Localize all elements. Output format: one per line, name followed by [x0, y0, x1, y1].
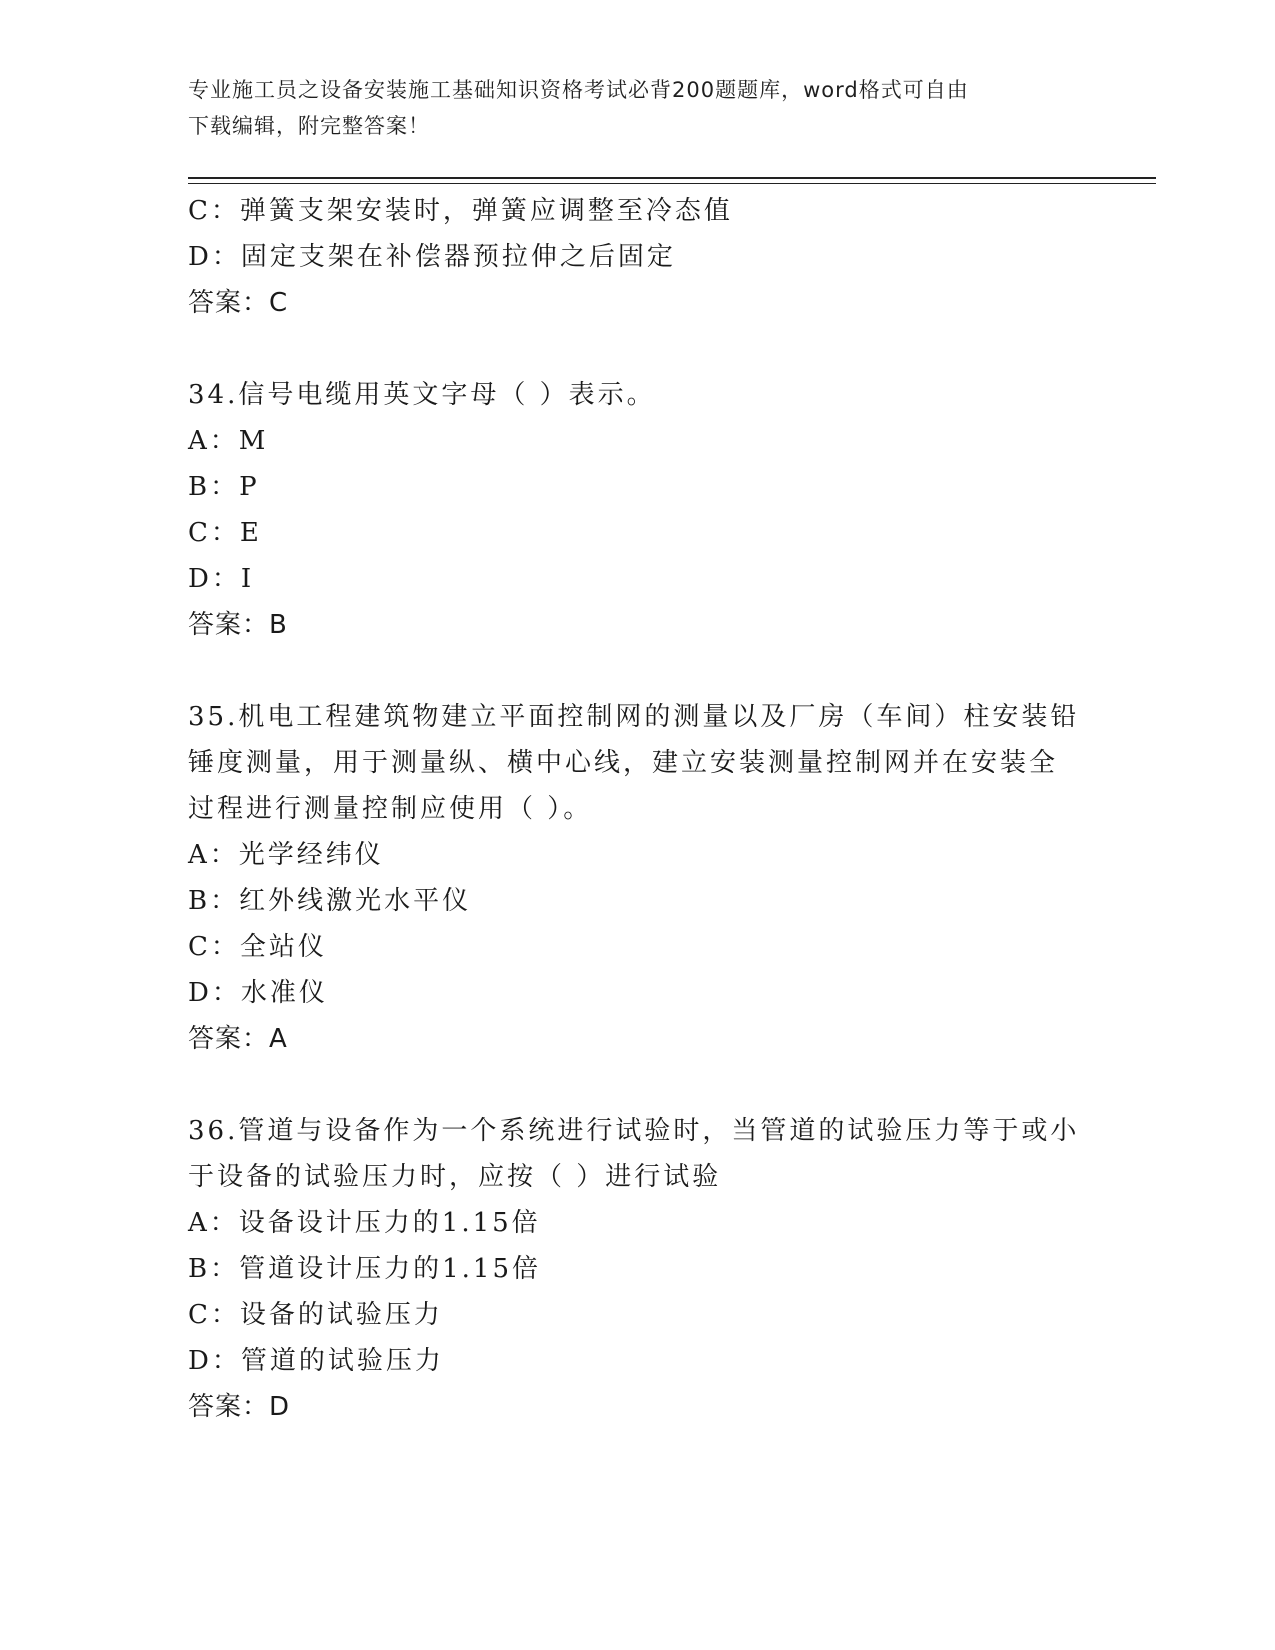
answer: 答案：C [188, 288, 289, 318]
option-d: D：水准仪 [188, 978, 328, 1008]
answer: 答案：B [188, 610, 288, 640]
option-c: C：设备的试验压力 [188, 1300, 443, 1330]
question-text-line-1: 36.管道与设备作为一个系统进行试验时，当管道的试验压力等于或小 [188, 1116, 1080, 1146]
question-34 [188, 372, 1088, 648]
option-d: D：管道的试验压力 [188, 1346, 444, 1376]
spacer [188, 326, 1088, 372]
header-divider-thin [188, 183, 1156, 184]
answer: 答案：D [188, 1392, 291, 1422]
header-title-line-1: 专业施工员之设备安装施工基础知识资格考试必背200题题库，word格式可自由 [188, 78, 969, 102]
option-d: D：固定支架在补偿器预拉伸之后固定 [188, 242, 676, 272]
question-text-line-2: 锤度测量，用于测量纵、横中心线，建立安装测量控制网并在安装全 [188, 748, 1059, 778]
document-header [188, 72, 1068, 144]
previous-question [188, 188, 1088, 326]
option-b: B：红外线激光水平仪 [188, 886, 472, 916]
option-b: B：管道设计压力的1.15倍 [188, 1254, 541, 1284]
question-36 [188, 1108, 1088, 1430]
option-a: A：光学经纬仪 [188, 840, 384, 870]
option-c: C：弹簧支架安装时，弹簧应调整至冷态值 [188, 196, 733, 226]
question-35 [188, 694, 1088, 1062]
header-title-line-2: 下载编辑，附完整答案！ [188, 114, 430, 138]
answer: 答案：A [188, 1024, 288, 1054]
option-d: D：I [188, 564, 255, 594]
question-text: 34.信号电缆用英文字母（ ）表示。 [188, 380, 656, 410]
option-c: C：全站仪 [188, 932, 327, 962]
question-content [188, 188, 1088, 1430]
option-c: C：E [188, 518, 262, 548]
option-a: A：设备设计压力的1.15倍 [188, 1208, 541, 1238]
option-a: A：M [188, 426, 269, 456]
spacer [188, 648, 1088, 694]
spacer [188, 1062, 1088, 1108]
option-b: B：P [188, 472, 260, 502]
question-text-line-1: 35.机电工程建筑物建立平面控制网的测量以及厂房（车间）柱安装铅 [188, 702, 1080, 732]
header-divider-thick [188, 177, 1156, 179]
question-text-line-3: 过程进行测量控制应使用（ ）。 [188, 794, 593, 824]
question-text-line-2: 于设备的试验压力时，应按（ ）进行试验 [188, 1162, 722, 1192]
